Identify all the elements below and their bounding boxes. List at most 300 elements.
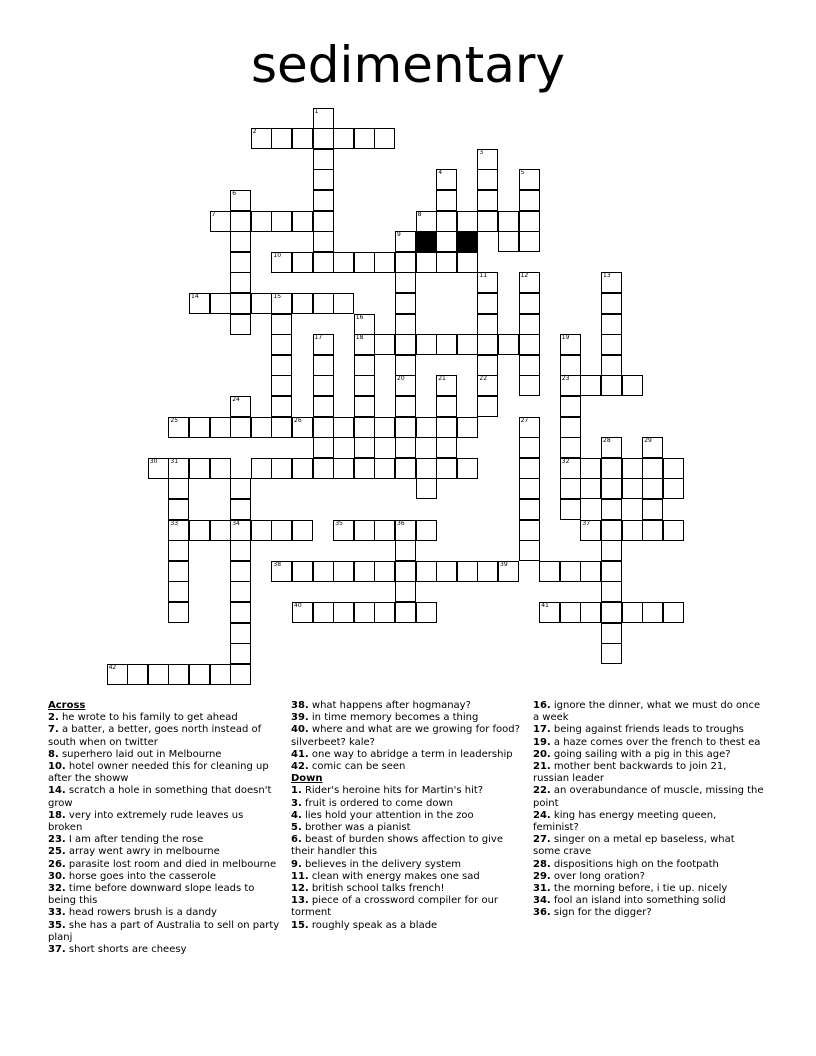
grid-cell[interactable] xyxy=(395,231,416,252)
grid-cell[interactable] xyxy=(251,293,272,314)
grid-cell[interactable] xyxy=(601,355,622,376)
grid-cell[interactable] xyxy=(374,252,395,273)
down-clue xyxy=(533,737,765,749)
grid-cell[interactable] xyxy=(622,458,643,479)
grid-cell[interactable] xyxy=(395,293,416,314)
clue-number: 22 xyxy=(479,375,488,383)
clue-number: 12 xyxy=(520,272,529,280)
grid-cell[interactable] xyxy=(601,437,622,458)
grid-cell[interactable] xyxy=(457,458,478,479)
grid-cell[interactable] xyxy=(354,334,375,355)
grid-cell[interactable] xyxy=(436,375,457,396)
grid-cell[interactable] xyxy=(457,211,478,232)
grid-cell[interactable] xyxy=(333,458,354,479)
grid-cell[interactable] xyxy=(168,417,189,438)
grid-cell[interactable] xyxy=(539,602,560,623)
grid-cell[interactable] xyxy=(416,334,437,355)
grid-cell[interactable] xyxy=(354,458,375,479)
clue-label: 12. xyxy=(291,883,309,895)
grid-cell[interactable] xyxy=(560,417,581,438)
grid-cell[interactable] xyxy=(601,334,622,355)
grid-cell[interactable] xyxy=(601,272,622,293)
grid-cell[interactable] xyxy=(436,190,457,211)
grid-cell[interactable] xyxy=(271,458,292,479)
clue-label: 26. xyxy=(48,858,66,870)
grid-cell[interactable] xyxy=(333,520,354,541)
grid-cell[interactable] xyxy=(292,520,313,541)
grid-cell[interactable] xyxy=(271,417,292,438)
grid-cell[interactable] xyxy=(374,334,395,355)
grid-cell[interactable] xyxy=(622,602,643,623)
grid-cell[interactable] xyxy=(601,581,622,602)
grid-cell[interactable] xyxy=(663,478,684,499)
grid-cell[interactable] xyxy=(519,334,540,355)
clue-label: 17. xyxy=(533,724,551,736)
grid-cell[interactable] xyxy=(168,561,189,582)
grid-cell[interactable] xyxy=(333,293,354,314)
across-clue xyxy=(48,859,280,871)
grid-cell[interactable] xyxy=(601,293,622,314)
grid-cell[interactable] xyxy=(477,396,498,417)
grid-cell[interactable] xyxy=(580,520,601,541)
grid-cell[interactable] xyxy=(313,293,334,314)
grid-cell[interactable] xyxy=(189,458,210,479)
clue-label: 34. xyxy=(533,895,551,907)
grid-cell[interactable] xyxy=(292,293,313,314)
grid-cell[interactable] xyxy=(333,602,354,623)
grid-cell[interactable] xyxy=(436,561,457,582)
grid-cell[interactable] xyxy=(313,602,334,623)
grid-cell[interactable] xyxy=(210,664,231,685)
grid-cell[interactable] xyxy=(354,128,375,149)
grid-cell[interactable] xyxy=(436,252,457,273)
grid-cell[interactable] xyxy=(498,211,519,232)
clue-text: sign for the digger? xyxy=(550,907,652,919)
grid-cell[interactable] xyxy=(539,561,560,582)
grid-cell[interactable] xyxy=(416,417,437,438)
grid-cell[interactable] xyxy=(395,355,416,376)
grid-cell[interactable] xyxy=(601,623,622,644)
clue-text: what happens after hogmanay? xyxy=(308,700,471,711)
grid-cell[interactable] xyxy=(210,211,231,232)
grid-cell[interactable] xyxy=(292,252,313,273)
grid-cell[interactable] xyxy=(436,211,457,232)
grid-cell[interactable] xyxy=(271,128,292,149)
clue-label: 22. xyxy=(533,785,551,797)
across-clue xyxy=(48,749,280,761)
grid-cell[interactable] xyxy=(313,396,334,417)
down-clue xyxy=(533,700,765,724)
grid-cell[interactable] xyxy=(560,375,581,396)
grid-cell[interactable] xyxy=(477,334,498,355)
grid-cell[interactable] xyxy=(395,581,416,602)
grid-cell[interactable] xyxy=(354,437,375,458)
grid-cell[interactable] xyxy=(271,396,292,417)
grid-cell[interactable] xyxy=(251,520,272,541)
grid-cell[interactable] xyxy=(168,581,189,602)
clue-text: over long oration? xyxy=(550,870,645,882)
grid-cell[interactable] xyxy=(313,190,334,211)
grid-cell[interactable] xyxy=(292,128,313,149)
clue-text: time before downward slope leads to being this xyxy=(48,883,255,907)
grid-cell[interactable] xyxy=(313,211,334,232)
clue-text: roughly speak as a blade xyxy=(308,919,438,931)
grid-cell[interactable] xyxy=(271,252,292,273)
grid-cell[interactable] xyxy=(519,190,540,211)
grid-cell[interactable] xyxy=(477,561,498,582)
grid-cell[interactable] xyxy=(354,561,375,582)
across-heading: Across xyxy=(48,700,86,711)
grid-cell[interactable] xyxy=(663,458,684,479)
grid-cell[interactable] xyxy=(354,314,375,335)
grid-cell[interactable] xyxy=(519,169,540,190)
grid-cell[interactable] xyxy=(601,314,622,335)
clue-text: singer on a metal ep baseless, what some crave xyxy=(533,834,735,858)
grid-cell[interactable] xyxy=(477,355,498,376)
grid-cell[interactable] xyxy=(436,169,457,190)
grid-cell[interactable] xyxy=(354,602,375,623)
grid-cell[interactable] xyxy=(251,458,272,479)
grid-cell[interactable] xyxy=(168,520,189,541)
down-clue xyxy=(291,798,523,810)
grid-cell[interactable] xyxy=(230,417,251,438)
grid-cell[interactable] xyxy=(580,561,601,582)
grid-cell[interactable] xyxy=(354,355,375,376)
grid-cell[interactable] xyxy=(436,437,457,458)
clue-label: 13. xyxy=(291,895,309,907)
grid-cell[interactable] xyxy=(210,293,231,314)
grid-cell[interactable] xyxy=(313,108,334,129)
grid-cell[interactable] xyxy=(271,314,292,335)
grid-cell[interactable] xyxy=(560,355,581,376)
grid-cell[interactable] xyxy=(333,561,354,582)
grid-cell[interactable] xyxy=(230,643,251,664)
clue-text: horse goes into the casserole xyxy=(65,870,217,882)
grid-cell[interactable] xyxy=(622,478,643,499)
grid-cell[interactable] xyxy=(519,272,540,293)
grid-cell[interactable] xyxy=(601,561,622,582)
down-clue xyxy=(533,785,765,809)
grid-cell[interactable] xyxy=(107,664,128,685)
grid-cell[interactable] xyxy=(189,293,210,314)
grid-cell[interactable] xyxy=(519,314,540,335)
grid-cell[interactable] xyxy=(374,520,395,541)
grid-cell[interactable] xyxy=(395,540,416,561)
grid-cell[interactable] xyxy=(416,458,437,479)
grid-cell[interactable] xyxy=(498,231,519,252)
grid-cell[interactable] xyxy=(642,602,663,623)
clue-label: 18. xyxy=(48,809,66,821)
grid-cell[interactable] xyxy=(395,437,416,458)
grid-cell[interactable] xyxy=(313,458,334,479)
page-title: sedimentary xyxy=(251,36,565,94)
grid-cell[interactable] xyxy=(580,478,601,499)
grid-cell[interactable] xyxy=(477,211,498,232)
grid-cell[interactable] xyxy=(333,252,354,273)
grid-cell[interactable] xyxy=(477,293,498,314)
across-clue xyxy=(48,810,280,834)
grid-cell[interactable] xyxy=(168,664,189,685)
grid-cell[interactable] xyxy=(189,417,210,438)
grid-cell[interactable] xyxy=(519,293,540,314)
grid-cell[interactable] xyxy=(519,211,540,232)
grid-cell[interactable] xyxy=(601,520,622,541)
grid-cell[interactable] xyxy=(292,211,313,232)
grid-cell[interactable] xyxy=(601,602,622,623)
grid-cell[interactable] xyxy=(168,458,189,479)
grid-cell[interactable] xyxy=(292,561,313,582)
clue-label: 2. xyxy=(48,712,59,724)
grid-cell[interactable] xyxy=(271,561,292,582)
grid-cell[interactable] xyxy=(230,231,251,252)
grid-cell[interactable] xyxy=(477,149,498,170)
grid-cell[interactable] xyxy=(354,520,375,541)
grid-cell[interactable] xyxy=(395,602,416,623)
grid-cell[interactable] xyxy=(395,520,416,541)
grid-cell[interactable] xyxy=(127,664,148,685)
clue-number: 19 xyxy=(561,334,570,342)
clue-label: 21. xyxy=(533,761,551,773)
grid-cell[interactable] xyxy=(580,602,601,623)
grid-cell[interactable] xyxy=(519,540,540,561)
grid-cell[interactable] xyxy=(395,561,416,582)
grid-cell[interactable] xyxy=(457,561,478,582)
grid-cell[interactable] xyxy=(210,417,231,438)
down-clue xyxy=(533,883,765,895)
grid-cell[interactable] xyxy=(230,190,251,211)
grid-cell[interactable] xyxy=(601,375,622,396)
grid-cell[interactable] xyxy=(313,169,334,190)
grid-cell[interactable] xyxy=(230,272,251,293)
grid-cell[interactable] xyxy=(313,149,334,170)
grid-cell[interactable] xyxy=(374,128,395,149)
grid-cell[interactable] xyxy=(354,396,375,417)
grid-cell[interactable] xyxy=(477,169,498,190)
grid-cell[interactable] xyxy=(560,396,581,417)
clue-text: array went awry in melbourne xyxy=(65,846,220,858)
grid-cell[interactable] xyxy=(457,252,478,273)
grid-cell[interactable] xyxy=(374,417,395,438)
grid-cell[interactable] xyxy=(374,602,395,623)
grid-cell[interactable] xyxy=(230,211,251,232)
grid-cell[interactable] xyxy=(498,334,519,355)
grid-cell[interactable] xyxy=(230,396,251,417)
grid-cell[interactable] xyxy=(457,334,478,355)
grid-cell[interactable] xyxy=(498,561,519,582)
grid-cell[interactable] xyxy=(663,602,684,623)
grid-cell[interactable] xyxy=(395,314,416,335)
grid-cell[interactable] xyxy=(519,478,540,499)
clue-text: he wrote to his family to get ahead xyxy=(58,712,238,724)
grid-cell[interactable] xyxy=(230,499,251,520)
grid-cell[interactable] xyxy=(354,417,375,438)
grid-cell[interactable] xyxy=(168,540,189,561)
down-clue xyxy=(533,749,765,761)
clue-text: one way to abridge a term in leadership xyxy=(308,748,513,760)
grid-cell[interactable] xyxy=(251,417,272,438)
grid-cell[interactable] xyxy=(189,664,210,685)
grid-cell[interactable] xyxy=(395,272,416,293)
grid-cell[interactable] xyxy=(374,561,395,582)
grid-cell[interactable] xyxy=(148,664,169,685)
grid-cell[interactable] xyxy=(271,334,292,355)
grid-cell[interactable] xyxy=(210,458,231,479)
grid-cell[interactable] xyxy=(642,478,663,499)
grid-cell[interactable] xyxy=(395,458,416,479)
grid-cell[interactable] xyxy=(230,540,251,561)
grid-cell[interactable] xyxy=(436,231,457,252)
grid-cell[interactable] xyxy=(271,293,292,314)
grid-cell[interactable] xyxy=(457,417,478,438)
grid-cell[interactable] xyxy=(168,478,189,499)
grid-cell[interactable] xyxy=(477,375,498,396)
grid-cell[interactable] xyxy=(354,375,375,396)
clue-number: 37 xyxy=(582,519,591,527)
grid-cell[interactable] xyxy=(230,561,251,582)
across-clue xyxy=(291,749,523,761)
across-clue xyxy=(48,907,280,919)
grid-cell[interactable] xyxy=(519,458,540,479)
clue-text: british school talks french! xyxy=(308,883,445,895)
grid-cell[interactable] xyxy=(210,520,231,541)
clue-label: 32. xyxy=(48,883,66,895)
grid-cell[interactable] xyxy=(663,520,684,541)
grid-cell[interactable] xyxy=(477,272,498,293)
clue-text: a haze comes over the french to thest ea xyxy=(550,736,761,748)
grid-cell[interactable] xyxy=(642,437,663,458)
clue-number: 6 xyxy=(232,190,237,197)
grid-cell[interactable] xyxy=(230,623,251,644)
grid-cell[interactable] xyxy=(436,396,457,417)
clue-label: 29. xyxy=(533,870,551,882)
grid-cell[interactable] xyxy=(416,478,437,499)
grid-cell[interactable] xyxy=(313,375,334,396)
grid-cell[interactable] xyxy=(271,375,292,396)
grid-cell[interactable] xyxy=(271,355,292,376)
grid-cell[interactable] xyxy=(519,355,540,376)
grid-cell[interactable] xyxy=(168,499,189,520)
grid-cell[interactable] xyxy=(230,252,251,273)
grid-cell[interactable] xyxy=(395,375,416,396)
grid-cell[interactable] xyxy=(168,602,189,623)
grid-cell[interactable] xyxy=(354,252,375,273)
grid-cell[interactable] xyxy=(374,458,395,479)
grid-cell[interactable] xyxy=(601,499,622,520)
grid-cell[interactable] xyxy=(519,417,540,438)
grid-cell[interactable] xyxy=(230,478,251,499)
grid-cell[interactable] xyxy=(416,211,437,232)
grid-cell[interactable] xyxy=(230,581,251,602)
grid-cell[interactable] xyxy=(560,437,581,458)
clue-text: where and what are we growing for food? silverbeet? kale? xyxy=(291,724,520,748)
grid-cell[interactable] xyxy=(251,211,272,232)
grid-cell[interactable] xyxy=(601,478,622,499)
grid-cell[interactable] xyxy=(560,561,581,582)
grid-cell[interactable] xyxy=(230,520,251,541)
grid-cell[interactable] xyxy=(313,355,334,376)
grid-cell[interactable] xyxy=(601,643,622,664)
clue-number: 14 xyxy=(191,293,199,300)
grid-cell[interactable] xyxy=(622,375,643,396)
grid-cell[interactable] xyxy=(313,128,334,149)
grid-cell[interactable] xyxy=(436,334,457,355)
down-clue xyxy=(533,907,765,919)
grid-cell[interactable] xyxy=(580,375,601,396)
clue-label: 31. xyxy=(533,883,551,895)
grid-cell[interactable] xyxy=(519,437,540,458)
grid-cell[interactable] xyxy=(292,458,313,479)
clue-number: 11 xyxy=(479,272,488,280)
grid-cell[interactable] xyxy=(230,664,251,685)
grid-cell[interactable] xyxy=(519,231,540,252)
grid-cell[interactable] xyxy=(230,293,251,314)
grid-cell[interactable] xyxy=(560,602,581,623)
grid-cell[interactable] xyxy=(395,417,416,438)
grid-cell[interactable] xyxy=(642,458,663,479)
grid-cell[interactable] xyxy=(313,437,334,458)
grid-cell[interactable] xyxy=(560,458,581,479)
grid-cell[interactable] xyxy=(333,128,354,149)
grid-cell[interactable] xyxy=(642,520,663,541)
grid-cell[interactable] xyxy=(313,561,334,582)
clue-text: piece of a crossword compiler for our torment xyxy=(291,895,499,919)
grid-cell[interactable] xyxy=(601,540,622,561)
grid-cell[interactable] xyxy=(271,211,292,232)
grid-cell[interactable] xyxy=(313,252,334,273)
down-clue xyxy=(533,871,765,883)
grid-cell[interactable] xyxy=(477,190,498,211)
grid-cell[interactable] xyxy=(560,478,581,499)
clue-label: 23. xyxy=(48,834,66,846)
grid-cell[interactable] xyxy=(292,602,313,623)
grid-cell[interactable] xyxy=(416,520,437,541)
clue-number: 32 xyxy=(561,457,570,465)
grid-cell[interactable] xyxy=(148,458,169,479)
grid-cell[interactable] xyxy=(519,499,540,520)
grid-cell[interactable] xyxy=(395,396,416,417)
grid-cell[interactable] xyxy=(292,417,313,438)
grid-cell[interactable] xyxy=(416,602,437,623)
across-clue xyxy=(48,944,280,956)
grid-cell[interactable] xyxy=(271,520,292,541)
grid-cell[interactable] xyxy=(251,128,272,149)
grid-cell[interactable] xyxy=(560,334,581,355)
grid-cell[interactable] xyxy=(333,417,354,438)
grid-cell[interactable] xyxy=(519,375,540,396)
grid-cell[interactable] xyxy=(601,458,622,479)
grid-cell[interactable] xyxy=(436,458,457,479)
clue-number: 27 xyxy=(520,416,529,424)
grid-cell[interactable] xyxy=(230,314,251,335)
grid-cell[interactable] xyxy=(416,561,437,582)
grid-cell[interactable] xyxy=(622,520,643,541)
grid-cell[interactable] xyxy=(313,231,334,252)
grid-cell[interactable] xyxy=(436,417,457,438)
grid-cell[interactable] xyxy=(560,499,581,520)
grid-cell[interactable] xyxy=(580,458,601,479)
grid-cell[interactable] xyxy=(230,602,251,623)
grid-cell[interactable] xyxy=(313,417,334,438)
grid-cell[interactable] xyxy=(519,520,540,541)
grid-cell[interactable] xyxy=(395,334,416,355)
grid-cell[interactable] xyxy=(642,499,663,520)
grid-cell[interactable] xyxy=(313,334,334,355)
grid-cell[interactable] xyxy=(189,520,210,541)
clue-label: 5. xyxy=(291,822,302,834)
grid-cell[interactable] xyxy=(416,252,437,273)
grid-cell[interactable] xyxy=(477,314,498,335)
grid-cell[interactable] xyxy=(395,252,416,273)
